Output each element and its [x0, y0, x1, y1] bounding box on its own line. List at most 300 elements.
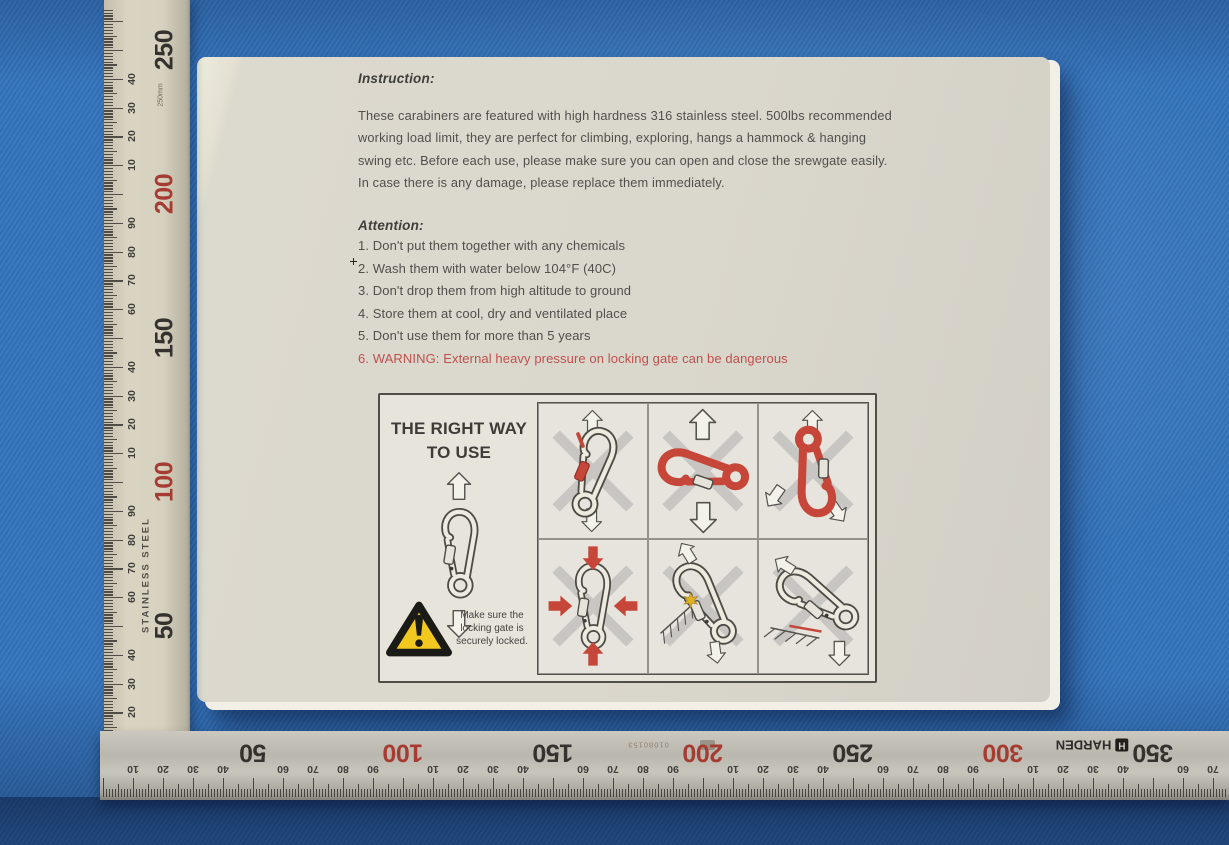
ruler-tick — [1108, 784, 1109, 797]
ruler-tick — [928, 784, 929, 797]
ruler-tick — [104, 119, 113, 120]
ruler-tick — [1141, 789, 1142, 797]
ruler-tick — [793, 778, 794, 797]
ruler-tick — [196, 789, 197, 797]
ruler-tick — [104, 655, 123, 656]
ruler-number: 90 — [126, 216, 138, 229]
ruler-tick — [1138, 784, 1139, 797]
ruler-tick — [1183, 778, 1184, 797]
ruler-tick — [139, 789, 140, 797]
ruler-tick — [104, 131, 113, 132]
ruler-tick — [595, 789, 596, 797]
ruler-tick — [916, 789, 917, 797]
ruler-tick — [1114, 789, 1115, 797]
wrong-way-cell — [758, 539, 868, 675]
ruler-tick — [847, 789, 848, 797]
ruler-tick — [104, 684, 123, 685]
ruler-tick — [451, 789, 452, 797]
ruler-tick — [104, 182, 113, 183]
ruler-tick — [880, 789, 881, 797]
ruler-tick — [751, 789, 752, 797]
ruler-tick — [104, 102, 113, 103]
ruler-tick — [964, 789, 965, 797]
ruler-tick — [346, 789, 347, 797]
ruler-tick — [104, 643, 113, 644]
ruler-tick — [104, 148, 113, 149]
ruler-number: 250 — [832, 738, 874, 767]
ruler-tick — [124, 789, 125, 797]
ruler-tick — [104, 145, 113, 146]
ruler-tick — [104, 436, 113, 437]
ruler-tick — [104, 511, 123, 512]
ruler-tick — [232, 789, 233, 797]
ruler-number: 40 — [126, 72, 138, 85]
ruler-tick — [466, 789, 467, 797]
ruler-tick — [104, 447, 113, 448]
ruler-tick — [104, 295, 117, 296]
external-pressure-crossed-icon — [541, 543, 645, 669]
ruler-tick — [1156, 789, 1157, 797]
ruler-tick — [496, 789, 497, 797]
ruler-tick — [184, 789, 185, 797]
ruler-tick — [104, 151, 117, 152]
ruler-tick — [658, 784, 659, 797]
ruler-tick — [535, 789, 536, 797]
ruler-tick — [104, 70, 113, 71]
ruler-tick — [241, 789, 242, 797]
ruler-tick — [104, 488, 113, 489]
ruler-tick — [520, 789, 521, 797]
ruler-tick — [1192, 789, 1193, 797]
ruler-tick — [295, 789, 296, 797]
ruler-tick — [718, 784, 719, 797]
ruler-tick — [727, 789, 728, 797]
ruler-tick — [1075, 789, 1076, 797]
ruler-tick — [910, 789, 911, 797]
ruler-tick — [604, 789, 605, 797]
ruler-tick — [1195, 789, 1196, 797]
ruler-tick — [1084, 789, 1085, 797]
ruler-tick — [145, 789, 146, 797]
ruler-tick — [104, 93, 117, 94]
ruler-tick — [104, 545, 113, 546]
ruler-tick — [397, 789, 398, 797]
ruler-tick — [104, 542, 113, 543]
ruler-tick — [104, 407, 113, 408]
ruler-tick — [343, 778, 344, 797]
ruler-tick — [898, 784, 899, 797]
ruler-tick — [104, 672, 113, 673]
ruler-tick — [949, 789, 950, 797]
ruler-tick — [979, 789, 980, 797]
ruler-tick — [340, 789, 341, 797]
ruler-tick — [697, 789, 698, 797]
ruler-tick — [892, 789, 893, 797]
ruler-tick — [640, 789, 641, 797]
ruler-tick — [1006, 789, 1007, 797]
ruler-tick — [649, 789, 650, 797]
ruler-tick — [104, 142, 113, 143]
ruler-tick — [104, 280, 123, 281]
ruler-unit-note: 250mm — [157, 83, 165, 107]
ruler-tick — [394, 789, 395, 797]
ruler-number: 70 — [607, 763, 619, 775]
ruler-tick — [104, 99, 113, 100]
ruler-tick — [613, 778, 614, 797]
ruler-tick — [104, 479, 113, 480]
ruler-number: 150 — [150, 317, 179, 359]
ruler-tick — [104, 658, 113, 659]
ruler-tick — [163, 778, 164, 797]
ruler-tick — [1216, 789, 1217, 797]
usage-diagram — [378, 393, 877, 683]
ruler-tick — [104, 416, 113, 417]
ruler-number: 50 — [150, 612, 179, 640]
ruler-tick — [796, 789, 797, 797]
ruler-tick — [700, 789, 701, 797]
ruler-tick — [104, 568, 123, 569]
ruler-tick — [1171, 789, 1172, 797]
ruler-tick — [448, 784, 449, 797]
ruler-tick — [367, 789, 368, 797]
ruler-tick — [104, 632, 113, 633]
ruler-tick — [104, 275, 113, 276]
ruler-tick — [151, 789, 152, 797]
ruler-tick — [1102, 789, 1103, 797]
ruler-tick — [104, 27, 113, 28]
ruler-number: 80 — [126, 245, 138, 258]
ruler-tick — [104, 396, 123, 397]
ruler-tick — [238, 784, 239, 797]
ruler-tick — [104, 260, 113, 261]
ruler-tick — [1096, 789, 1097, 797]
ruler-tick — [104, 159, 113, 160]
ruler-tick — [1117, 789, 1118, 797]
ruler-tick — [104, 326, 113, 327]
ruler-tick — [104, 496, 117, 497]
ruler-tick — [733, 778, 734, 797]
ruler-tick — [1099, 789, 1100, 797]
ruler-tick — [991, 789, 992, 797]
ruler-tick — [104, 375, 113, 376]
ruler-tick — [1222, 789, 1223, 797]
ruler-number: 30 — [126, 389, 138, 402]
ruler-tick — [694, 789, 695, 797]
ruler-tick — [104, 381, 117, 382]
ruler-number: 250 — [150, 29, 179, 71]
ruler-tick — [1021, 789, 1022, 797]
ruler-tick — [104, 272, 113, 273]
ruler-tick — [1081, 789, 1082, 797]
ruler-tick — [1129, 789, 1130, 797]
ruler-tick — [104, 47, 113, 48]
ruler-tick — [982, 789, 983, 797]
wrong-ways-grid — [537, 402, 869, 675]
ruler-tick — [104, 21, 123, 22]
ruler-tick — [433, 778, 434, 797]
ruler-tick — [607, 789, 608, 797]
ruler-tick — [454, 789, 455, 797]
ruler-tick — [904, 789, 905, 797]
ruler-tick — [745, 789, 746, 797]
ruler-tick — [445, 789, 446, 797]
ruler-number: 10 — [427, 763, 439, 775]
ruler-tick — [104, 401, 113, 402]
ruler-tick — [104, 548, 113, 549]
ruler-number: 350 — [1132, 738, 1174, 767]
ruler-tick — [136, 789, 137, 797]
diagram-caption: Make sure the locking gate is securely locked. — [456, 610, 528, 647]
ruler-number: 60 — [1177, 763, 1189, 775]
ruler-tick — [1201, 789, 1202, 797]
edge-load-crossed-icon — [761, 543, 865, 669]
ruler-tick — [628, 784, 629, 797]
attention-item: 2. Wash them with water below 104°F (40C) — [358, 260, 617, 276]
ruler-tick — [104, 226, 113, 227]
ruler-tick — [901, 789, 902, 797]
ruler-tick — [676, 789, 677, 797]
ruler-tick — [104, 476, 113, 477]
ruler-tick — [104, 508, 113, 509]
ruler-tick — [670, 789, 671, 797]
ruler-tick — [1051, 789, 1052, 797]
ruler-tick — [316, 789, 317, 797]
ruler-tick — [256, 789, 257, 797]
horizontal-ruler — [100, 731, 1229, 800]
ruler-tick — [104, 571, 113, 572]
ruler-tick — [646, 789, 647, 797]
ruler-tick — [1033, 778, 1034, 797]
ruler-tick — [104, 649, 113, 650]
ruler-tick — [808, 784, 809, 797]
ruler-tick — [457, 789, 458, 797]
ruler-tick — [172, 789, 173, 797]
ruler-tick — [244, 789, 245, 797]
ruler-number: 80 — [337, 763, 349, 775]
ruler-tick — [778, 784, 779, 797]
ruler-tick — [104, 312, 113, 313]
edge-lever-spark-crossed-icon — [651, 543, 755, 669]
ruler-tick — [104, 329, 113, 330]
ruler-tick — [104, 410, 117, 411]
wrong-way-cell — [538, 539, 648, 675]
ruler-tick — [1150, 789, 1151, 797]
ruler-tick — [104, 335, 113, 336]
ruler-tick — [104, 269, 113, 270]
ruler-tick — [388, 784, 389, 797]
ruler-tick — [104, 200, 113, 201]
ruler-tick — [104, 600, 113, 601]
ruler-tick — [886, 789, 887, 797]
ruler-tick — [104, 626, 123, 627]
ruler-tick — [736, 789, 737, 797]
ruler-tick — [1000, 789, 1001, 797]
ruler-tick — [988, 784, 989, 797]
ruler-tick — [850, 789, 851, 797]
ruler-tick — [679, 789, 680, 797]
ruler-number: 10 — [727, 763, 739, 775]
ruler-tick — [104, 597, 123, 598]
ruler-tick — [1111, 789, 1112, 797]
ruler-tick — [508, 784, 509, 797]
ruler-tick — [104, 214, 113, 215]
ruler-tick — [970, 789, 971, 797]
ruler-tick — [787, 789, 788, 797]
ruler-tick — [889, 789, 890, 797]
ruler-tick — [652, 789, 653, 797]
ruler-number: 40 — [817, 763, 829, 775]
ruler-tick — [104, 283, 113, 284]
ruler-brand — [1056, 738, 1129, 753]
ruler-tick — [541, 789, 542, 797]
ruler-tick — [379, 789, 380, 797]
ruler-tick — [104, 76, 113, 77]
ruler-tick — [1063, 778, 1064, 797]
ruler-tick — [625, 789, 626, 797]
ruler-tick — [478, 784, 479, 797]
ruler-tick — [688, 784, 689, 797]
ruler-tick — [104, 197, 113, 198]
ruler-number: 20 — [1057, 763, 1069, 775]
ruler-tick — [104, 528, 113, 529]
ruler-tick — [262, 789, 263, 797]
ruler-tick — [166, 789, 167, 797]
ruler-tick — [655, 789, 656, 797]
ruler-tick — [1066, 789, 1067, 797]
ruler-tick — [1090, 789, 1091, 797]
ruler-tick — [364, 789, 365, 797]
ruler-tick — [931, 789, 932, 797]
ruler-tick — [121, 789, 122, 797]
ruler-tick — [104, 56, 113, 57]
ruler-tick — [370, 789, 371, 797]
ruler-serial-number: 01080153 — [627, 740, 669, 750]
ruler-tick — [691, 789, 692, 797]
ruler-tick — [104, 252, 123, 253]
ruler-tick — [104, 695, 113, 696]
ruler-tick — [511, 789, 512, 797]
ruler-tick — [104, 612, 117, 613]
ruler-number: 60 — [126, 591, 138, 604]
ruler-tick — [104, 514, 113, 515]
ruler-tick — [214, 789, 215, 797]
ruler-tick — [913, 778, 914, 797]
ruler-tick — [739, 789, 740, 797]
ruler-tick — [104, 519, 113, 520]
ruler-tick — [104, 234, 113, 235]
ruler-tick — [1069, 789, 1070, 797]
ruler-tick — [775, 789, 776, 797]
ruler-tick — [104, 116, 113, 117]
ruler-tick — [104, 174, 113, 175]
ruler-number: 300 — [982, 738, 1024, 767]
ruler-tick — [104, 53, 113, 54]
ruler-tick — [104, 85, 113, 86]
ruler-tick — [104, 341, 113, 342]
harden-logo-icon: H — [1115, 739, 1128, 752]
ruler-tick — [1105, 789, 1106, 797]
diagram-title-line1: THE RIGHT WAY — [390, 419, 528, 438]
ruler-tick — [104, 361, 113, 362]
ruler-tick — [355, 789, 356, 797]
diagram-title-line2: TO USE — [426, 443, 492, 462]
ruler-tick — [104, 721, 113, 722]
ruler-tick — [682, 789, 683, 797]
ruler-tick — [547, 789, 548, 797]
ruler-tick — [104, 617, 113, 618]
ruler-tick — [673, 778, 674, 797]
ruler-tick — [985, 789, 986, 797]
ruler-tick — [104, 249, 113, 250]
ruler-tick — [104, 367, 123, 368]
ruler-tick — [1126, 789, 1127, 797]
ruler-tick — [268, 784, 269, 797]
ruler-number: 20 — [126, 706, 138, 719]
ruler-tick — [490, 789, 491, 797]
ruler-tick — [104, 473, 113, 474]
ruler-tick — [955, 789, 956, 797]
ruler-tick — [418, 784, 419, 797]
ruler-tick — [817, 789, 818, 797]
ruler-tick — [754, 789, 755, 797]
ruler-tick — [538, 784, 539, 797]
ruler-tick — [1159, 789, 1160, 797]
ruler-tick — [1087, 789, 1088, 797]
ruler-tick — [104, 338, 123, 339]
ruler-tick — [118, 784, 119, 797]
ruler-tick — [661, 789, 662, 797]
ruler-tick — [104, 686, 113, 687]
fabric-shadow-band — [0, 797, 1229, 845]
ruler-tick — [406, 789, 407, 797]
ruler-tick — [556, 789, 557, 797]
ruler-number: 10 — [127, 763, 139, 775]
ruler-tick — [104, 591, 113, 592]
ruler-tick — [104, 678, 113, 679]
ruler-tick — [104, 309, 123, 310]
ruler-tick — [235, 789, 236, 797]
ruler-tick — [104, 701, 113, 702]
ruler-tick — [205, 789, 206, 797]
ruler-tick — [637, 789, 638, 797]
ruler-tick — [104, 358, 113, 359]
ruler-number: 200 — [150, 173, 179, 215]
ruler-tick — [104, 301, 113, 302]
ruler-tick — [382, 789, 383, 797]
ruler-number: 200 — [682, 738, 724, 767]
ruler-tick — [580, 789, 581, 797]
ruler-tick — [1039, 789, 1040, 797]
wrong-way-cell — [758, 403, 868, 539]
ruler-tick — [148, 784, 149, 797]
ruler-tick — [104, 122, 117, 123]
ruler-tick — [142, 789, 143, 797]
ruler-tick — [748, 784, 749, 797]
ruler-number: 70 — [1207, 763, 1219, 775]
ruler-tick — [385, 789, 386, 797]
ruler-tick — [104, 724, 113, 725]
ruler-tick — [104, 364, 113, 365]
ruler-number: 70 — [126, 562, 138, 575]
ruler-tick — [829, 789, 830, 797]
ruler-tick — [430, 789, 431, 797]
ruler-tick — [104, 125, 113, 126]
ruler-tick — [1198, 784, 1199, 797]
ruler-tick — [104, 128, 113, 129]
ruler-tick — [104, 413, 113, 414]
ruler-tick — [104, 468, 117, 469]
ruler-number: 40 — [517, 763, 529, 775]
